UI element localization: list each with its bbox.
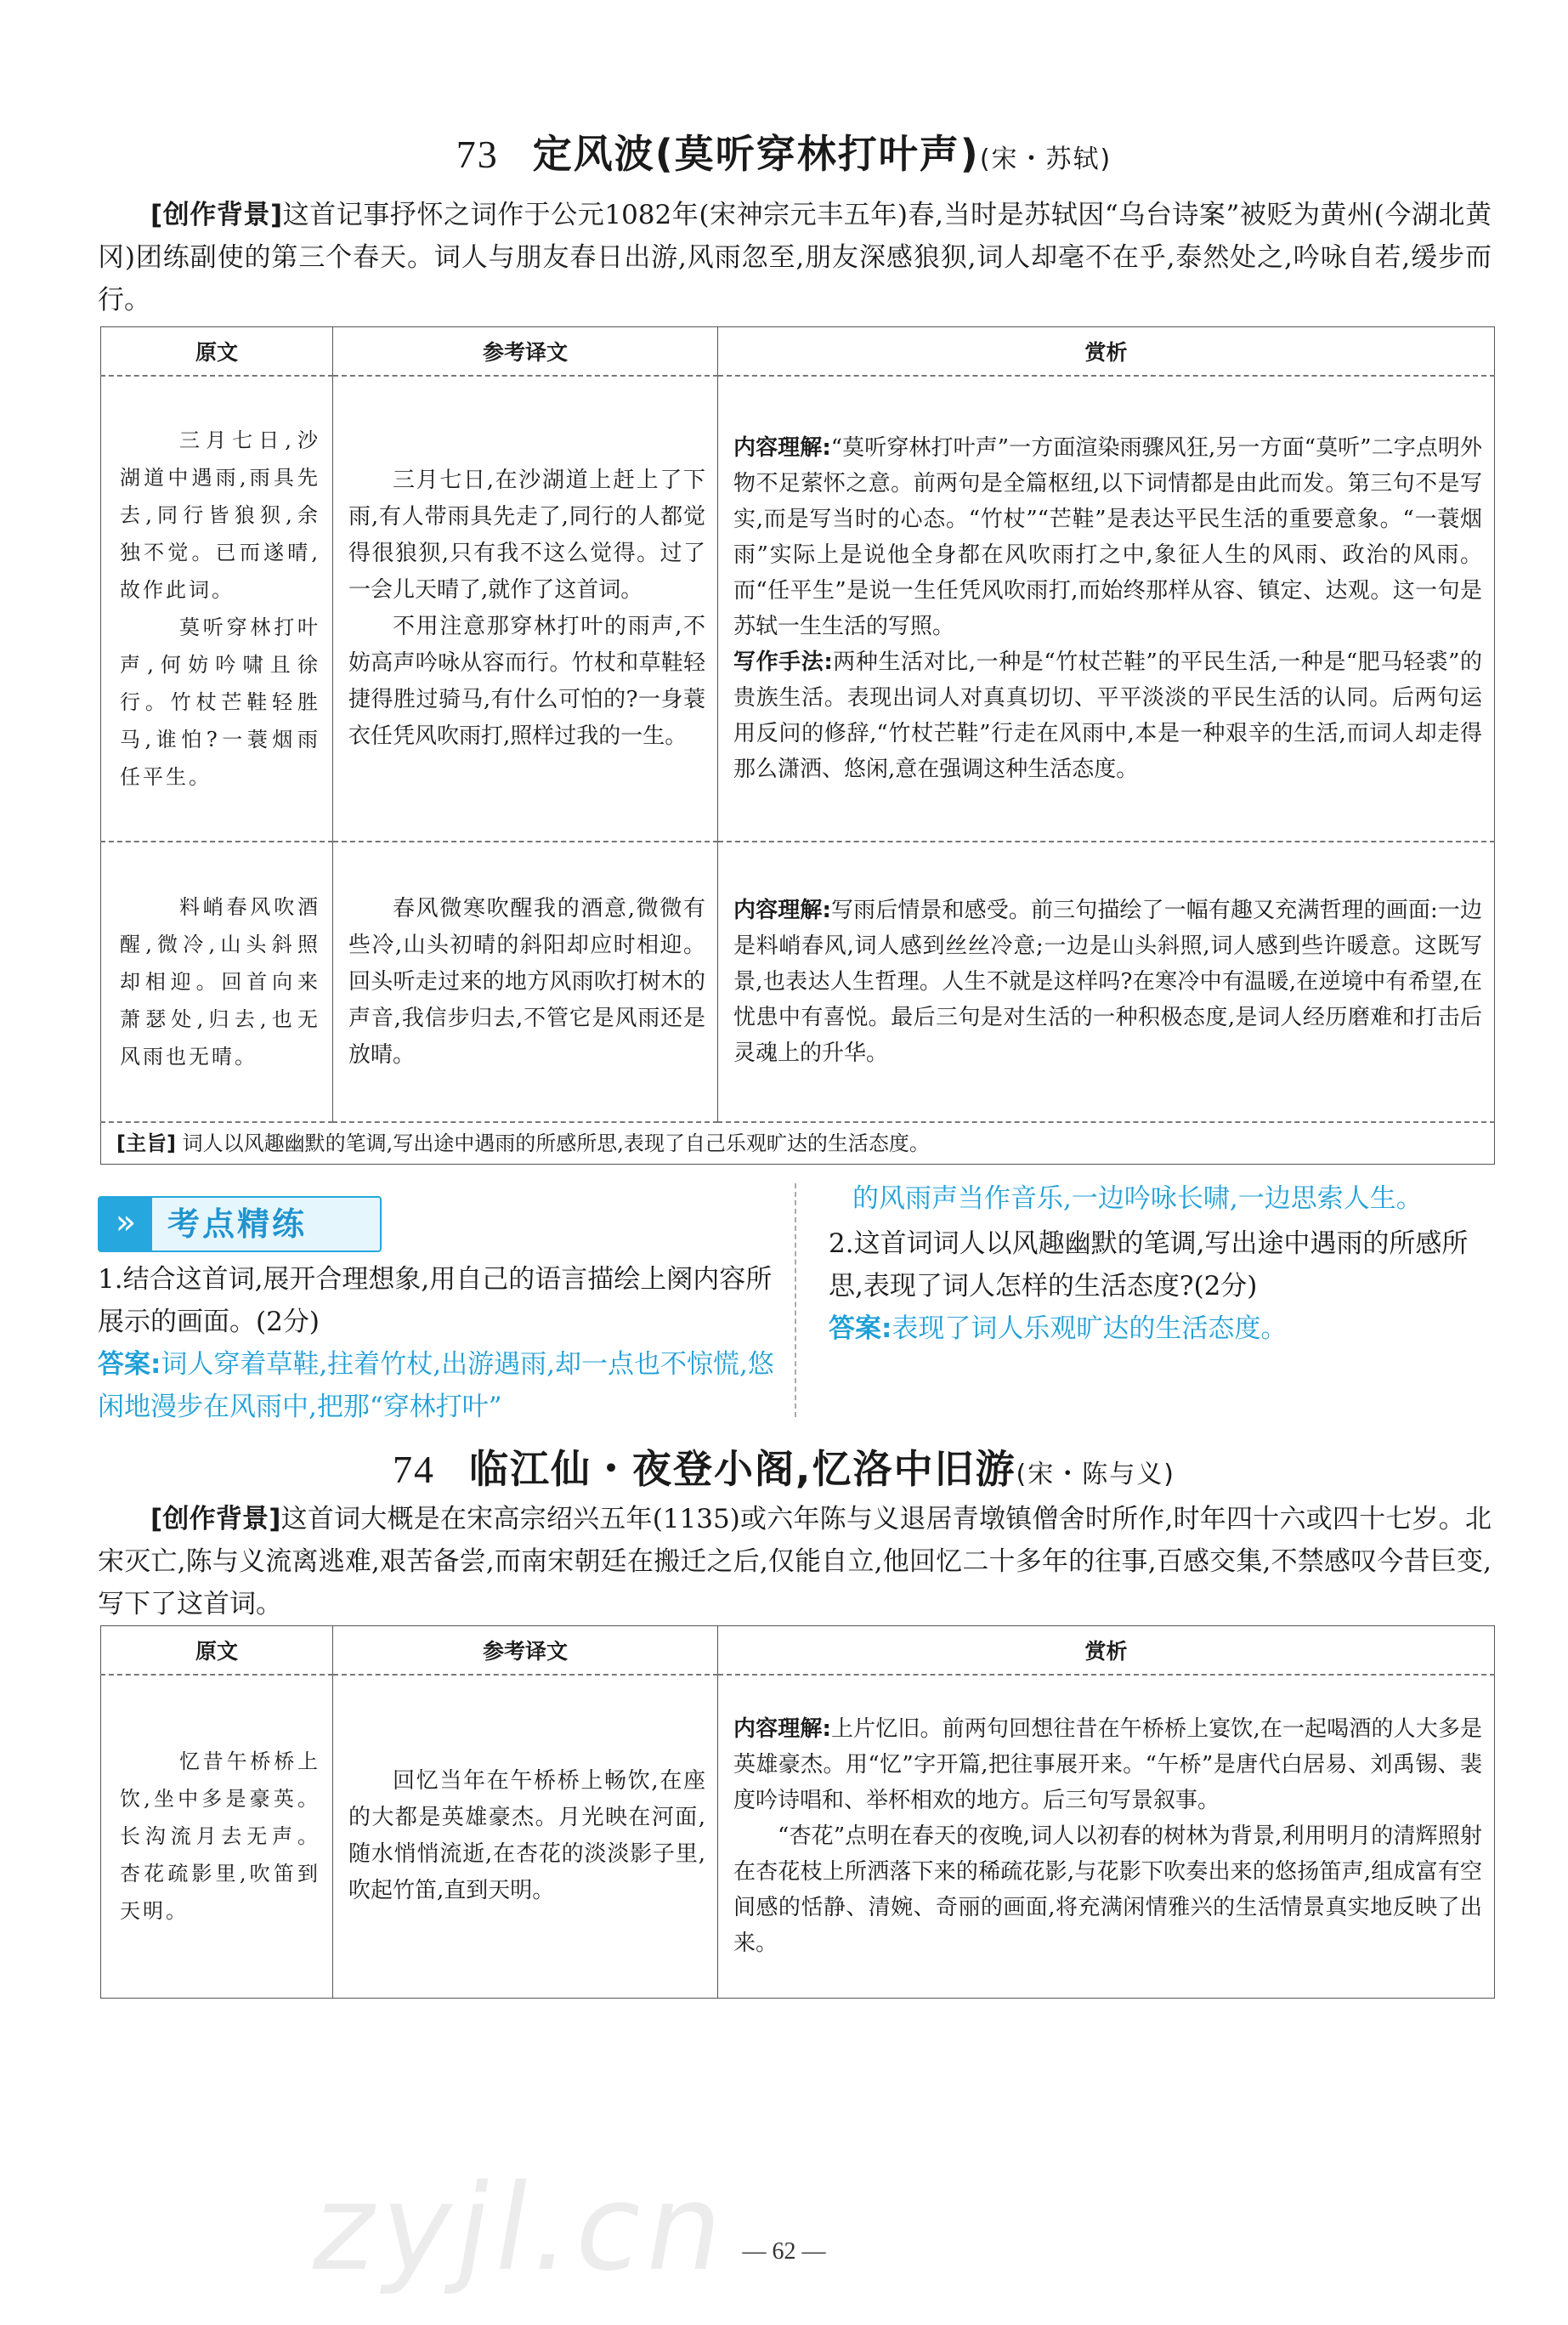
poem73-ana-content2 [733,893,1482,1071]
poem74-original [101,1675,333,1998]
poem73-orig-preface: 三月七日,沙湖道中遇雨,雨具先去,同行皆狼狈,余独不觉。已而遂晴,故作此词。 [120,428,320,602]
poem73-theme-label: [主旨] [116,1131,176,1155]
poem74-ana-content [733,1711,1482,1818]
poem73-ana-text2: 两种生活对比,一种是“竹杖芒鞋”的平民生活,一种是“肥马轻裘”的贵族生活。表现出词人对真真切切、平平淡淡的平民生活的认同。后两句运用反问的修辞,“竹杖芒鞋”行走在风雨中,本是一种艰辛的生活,而词人却走得那么潇洒、悠闲,意在强调这种生活态度。 [733,649,1482,782]
poem73-ana-label2: 写作手法: [733,649,833,675]
double-chevron-icon: » [99,1198,152,1250]
answer-2-text: 表现了词人乐观旷达的生活态度。 [892,1313,1288,1344]
poem74-header-original: 原文 [101,1626,333,1676]
answer-2 [829,1307,1500,1350]
answer-1-label: 答案: [98,1349,161,1380]
poem73-header-original: 原文 [101,327,333,377]
answer-1 [98,1343,778,1428]
poem73-theme [101,1122,1495,1165]
poem73-bg-text: 这首记事抒怀之词作于公元1082年(宋神宗元丰五年)春,当时是苏轼因“乌台诗案”被贬为黄州(今湖北黄冈)团练副使的第三个春天。词人与朋友春日出游,风雨忽至,朋友深感狼狈,词人却毫不在乎,泰然处之,吟咏自若,缓步而行。 [98,200,1492,315]
poem73-number: 73 [456,133,499,176]
practice-right-column [829,1177,1500,1350]
poem73-trans-preface: 三月七日,在沙湖道上赶上了下雨,有人带雨具先走了,同行的人都觉得很狼狈,只有我不这么觉得。过了一会儿天晴了,就作了这首词。 [348,468,705,603]
poem73-row1-translation [333,376,718,842]
poem73-background [98,194,1492,321]
poem73-ana-text3: 写雨后情景和感受。前三句描绘了一幅有趣又充满哲理的画面:一边是料峭春风,词人感到丝丝冷意;一边是山头斜照,词人感到些许暖意。这既写景,也表达人生哲理。人生不就是这样吗?在寒冷中有温暖,在逆境中有希望,在忧患中有喜悦。最后三句是对生活的一种积极态度,是词人经历磨难和打击后灵魂上的升华。 [733,898,1482,1066]
poem74-ana-text1: 上片忆旧。前两句回想往昔在午桥桥上宴饮,在一起喝酒的人大多是英雄豪杰。用“忆”字开篇,把往事展开来。“午桥”是唐代白居易、刘禹锡、裴度吟诗唱和、举杯相欢的地方。后三句写景叙事。 [733,1716,1483,1814]
poem73-ana-text1: “莫听穿林打叶声”一方面渲染雨骤风狂,另一方面“莫听”二字点明外物不足萦怀之意。前两句是全篇枢纽,以下词情都是由此而发。第三句不是写实,而是写当时的心态。“竹杖”“芒鞋”是表达平民生活的重要意象。“一蓑烟雨”实际上是说他全身都在风吹雨打之中,象征人生的风雨、政治的风雨。而“任平生”是说一生任凭风吹雨打,而始终那样从容、镇定、达观。这一句是苏轼一生生活的写照。 [733,435,1482,639]
watermark: zyjl.cn [302,2159,740,2298]
poem73-author: (宋・苏轼) [979,145,1112,174]
practice-left-column [98,1258,778,1428]
poem74-number: 74 [393,1448,436,1491]
poem73-row2-original [101,842,333,1122]
poem73-title [0,123,1568,179]
poem73-row1-original [101,376,333,842]
poem74-trans-stanza1: 回忆当年在午桥桥上畅饮,在座的大都是英雄豪杰。月光映在河面,随水悄悄流逝,在杏花的淡淡影子里,吹起竹笛,直到天明。 [348,1768,705,1904]
column-divider [795,1183,796,1417]
answer-1-text: 词人穿着草鞋,拄着竹杖,出游遇雨,却一点也不惊慌,悠闲地漫步在风雨中,把那“穿林打叶” [98,1349,774,1422]
poem73-row1-analysis [718,376,1495,842]
poem74-orig-stanza1: 忆昔午桥桥上饮,坐中多是豪英。长沟流月去无声。杏花疏影里,吹笛到天明。 [120,1749,320,1924]
poem74-analysis [718,1675,1495,1998]
poem73-ana-content [733,430,1482,644]
answer-1-continued: 的风雨声当作音乐,一边吟咏长啸,一边思索人生。 [852,1183,1423,1214]
poem73-trans-stanza2: 春风微寒吹醒我的酒意,微微有些冷,山头初晴的斜阳却应时相迎。回头听走过来的地方风雨吹打树木的声音,我信步归去,不管它是风雨还是放晴。 [348,895,705,1068]
poem74-title [0,1438,1568,1494]
poem73-ana-label3: 内容理解: [733,898,831,923]
poem73-header-translation: 参考译文 [333,327,718,377]
poem74-ana-text2: “杏花”点明在春天的夜晚,词人以初春的树林为背景,利用明月的清辉照射在杏花枝上所洒落下来的稀疏花影,与花影下吹奏出来的悠扬笛声,组成富有空间感的恬静、清婉、奇丽的画面,将充满闲情雅兴的生活情景真实地反映了出来。 [733,1823,1482,1957]
poem74-translation [333,1675,718,1998]
poem74-background [98,1498,1492,1625]
poem73-row2-translation [333,842,718,1122]
poem74-table [100,1625,1495,1999]
poem73-orig-stanza2: 料峭春风吹酒醒,微冷,山头斜照却相迎。回首向来萧瑟处,归去,也无风雨也无晴。 [120,895,320,1069]
poem74-title-text: 临江仙・夜登小阁,忆洛中旧游 [469,1446,1016,1492]
poem73-bg-label: [创作背景] [150,200,283,230]
poem73-orig-stanza1: 莫听穿林打叶声,何妨吟啸且徐行。竹杖芒鞋轻胜马,谁怕?一蓑烟雨任平生。 [120,615,320,789]
answer-2-label: 答案: [829,1313,892,1344]
practice-banner [98,1196,382,1252]
page-number: — 62 — [742,2238,826,2265]
question-1: 1.结合这首词,展开合理想象,用自己的语言描绘上阕内容所展示的画面。(2分) [98,1264,773,1337]
poem74-author: (宋・陈与义) [1016,1460,1175,1489]
poem73-header-analysis: 赏析 [718,327,1495,377]
practice-banner-text: 考点精练 [167,1205,308,1243]
poem74-ana-label: 内容理解: [733,1716,831,1743]
poem74-header-analysis: 赏析 [718,1626,1495,1676]
poem73-title-text: 定风波(莫听穿林打叶声) [532,131,980,177]
poem73-ana-label1: 内容理解: [733,435,831,461]
poem73-ana-technique [733,644,1482,787]
poem74-header-translation: 参考译文 [333,1626,718,1676]
poem74-bg-text: 这首词大概是在宋高宗绍兴五年(1135)或六年陈与义退居青墩镇僧舍时所作,时年四十六或四十七岁。北宋灭亡,陈与义流离逃难,艰苦备尝,而南宋朝廷在搬迁之后,仅能自立,他回忆二十多年的往事,百感交集,不禁感叹今昔巨变,写下了这首词。 [98,1504,1492,1619]
poem73-trans-stanza1: 不用注意那穿林打叶的雨声,不妨高声吟咏从容而行。竹杖和草鞋轻捷得胜过骑马,有什么可怕的?一身蓑衣任凭风吹雨打,照样过我的一生。 [348,614,705,749]
question-2: 2.这首词词人以风趣幽默的笔调,写出途中遇雨的所感所思,表现了词人怎样的生活态度?(2分) [829,1228,1469,1301]
poem73-row2-analysis [718,842,1495,1122]
poem73-theme-text: 词人以风趣幽默的笔调,写出途中遇雨的所感所思,表现了自己乐观旷达的生活态度。 [182,1131,930,1155]
poem73-table [100,326,1495,1165]
poem74-bg-label: [创作背景] [150,1504,281,1534]
